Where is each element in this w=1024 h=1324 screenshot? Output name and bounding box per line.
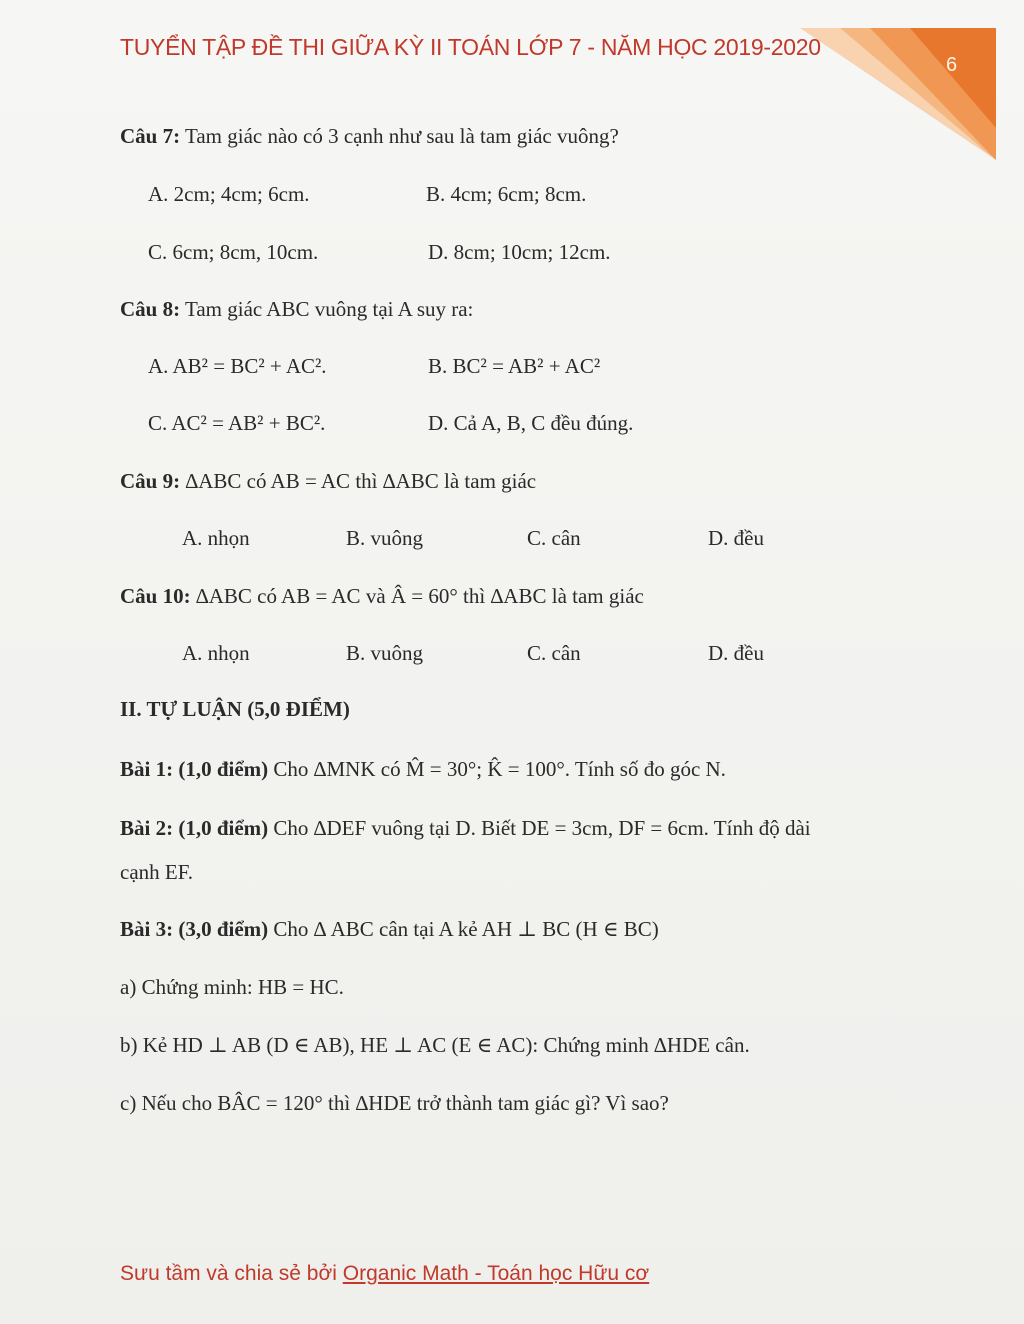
question-8-option-b: B. BC² = AB² + AC² (428, 354, 601, 378)
question-7-label: Câu 7: (120, 124, 181, 148)
question-8-label: Câu 8: (120, 297, 181, 321)
footer-credit (120, 1262, 649, 1286)
question-9 (120, 469, 536, 494)
page-corner-decoration (800, 28, 1000, 168)
question-7-text: Tam giác nào có 3 cạnh như sau là tam giác vuông? (184, 124, 619, 148)
exercise-2 (120, 816, 811, 841)
question-8-option-a: A. AB² = BC² + AC². (148, 354, 327, 378)
question-8-text: Tam giác ABC vuông tại A suy ra: (184, 297, 474, 321)
page-number: 6 (946, 54, 958, 76)
question-10-option-b: B. vuông (346, 641, 424, 665)
question-7-option-a: A. 2cm; 4cm; 6cm. (148, 182, 310, 206)
exercise-3-part-a: a) Chứng minh: HB = HC. (120, 975, 344, 999)
exercise-1-text: Cho ∆MNK có M̂ = 30°; K̂ = 100°. Tính số đo góc N. (273, 757, 726, 781)
exercise-1 (120, 757, 726, 782)
question-9-label: Câu 9: (120, 469, 181, 493)
footer-link[interactable]: Organic Math - Toán học Hữu cơ (342, 1262, 650, 1285)
question-10-text: ∆ABC có AB = AC và Â = 60° thì ∆ABC là tam giác (195, 584, 644, 608)
question-7 (120, 124, 619, 149)
question-10-label: Câu 10: (120, 584, 191, 608)
question-7-option-c: C. 6cm; 8cm, 10cm. (148, 240, 319, 264)
question-7-option-b: B. 4cm; 6cm; 8cm. (426, 182, 587, 206)
question-9-option-a: A. nhọn (182, 526, 250, 550)
question-9-option-c: C. cân (527, 526, 581, 550)
exercise-3-label: Bài 3: (3,0 điểm) (120, 917, 269, 941)
exercise-3 (120, 917, 659, 942)
question-8-option-d: D. Cả A, B, C đều đúng. (428, 411, 634, 435)
question-8 (120, 297, 473, 322)
document-header-title: TUYỂN TẬP ĐỀ THI GIỮA KỲ II TOÁN LỚP 7 - NĂM HỌC 2019-2020 (120, 34, 821, 60)
question-10-option-d: D. đều (708, 641, 764, 665)
exercise-2-text-continued: cạnh EF. (120, 860, 193, 884)
question-9-option-d: D. đều (708, 526, 764, 550)
exercise-3-part-b: b) Kẻ HD ⊥ AB (D ∈ AB), HE ⊥ AC (E ∈ AC): Chứng minh ∆HDE cân. (120, 1033, 750, 1057)
question-10-option-a: A. nhọn (182, 641, 250, 665)
question-10-option-c: C. cân (527, 641, 581, 665)
question-9-text: ∆ABC có AB = AC thì ∆ABC là tam giác (185, 469, 537, 493)
exercise-2-text: Cho ∆DEF vuông tại D. Biết DE = 3cm, DF = 6cm. Tính độ dài (273, 816, 811, 840)
question-10 (120, 584, 644, 609)
question-8-option-c: C. AC² = AB² + BC². (148, 411, 326, 435)
exercise-3-text: Cho ∆ ABC cân tại A kẻ AH ⊥ BC (H ∈ BC) (273, 917, 659, 941)
question-9-option-b: B. vuông (346, 526, 424, 550)
exercise-1-label: Bài 1: (1,0 điểm) (120, 757, 269, 781)
question-7-option-d: D. 8cm; 10cm; 12cm. (428, 240, 611, 264)
exercise-2-label: Bài 2: (1,0 điểm) (120, 816, 269, 840)
footer-prefix: Sưu tầm và chia sẻ bởi (120, 1262, 343, 1285)
exercise-3-part-c: c) Nếu cho BÂC = 120° thì ∆HDE trở thành tam giác gì? Vì sao? (120, 1091, 669, 1115)
section-title: II. TỰ LUẬN (5,0 ĐIỂM) (120, 697, 350, 721)
